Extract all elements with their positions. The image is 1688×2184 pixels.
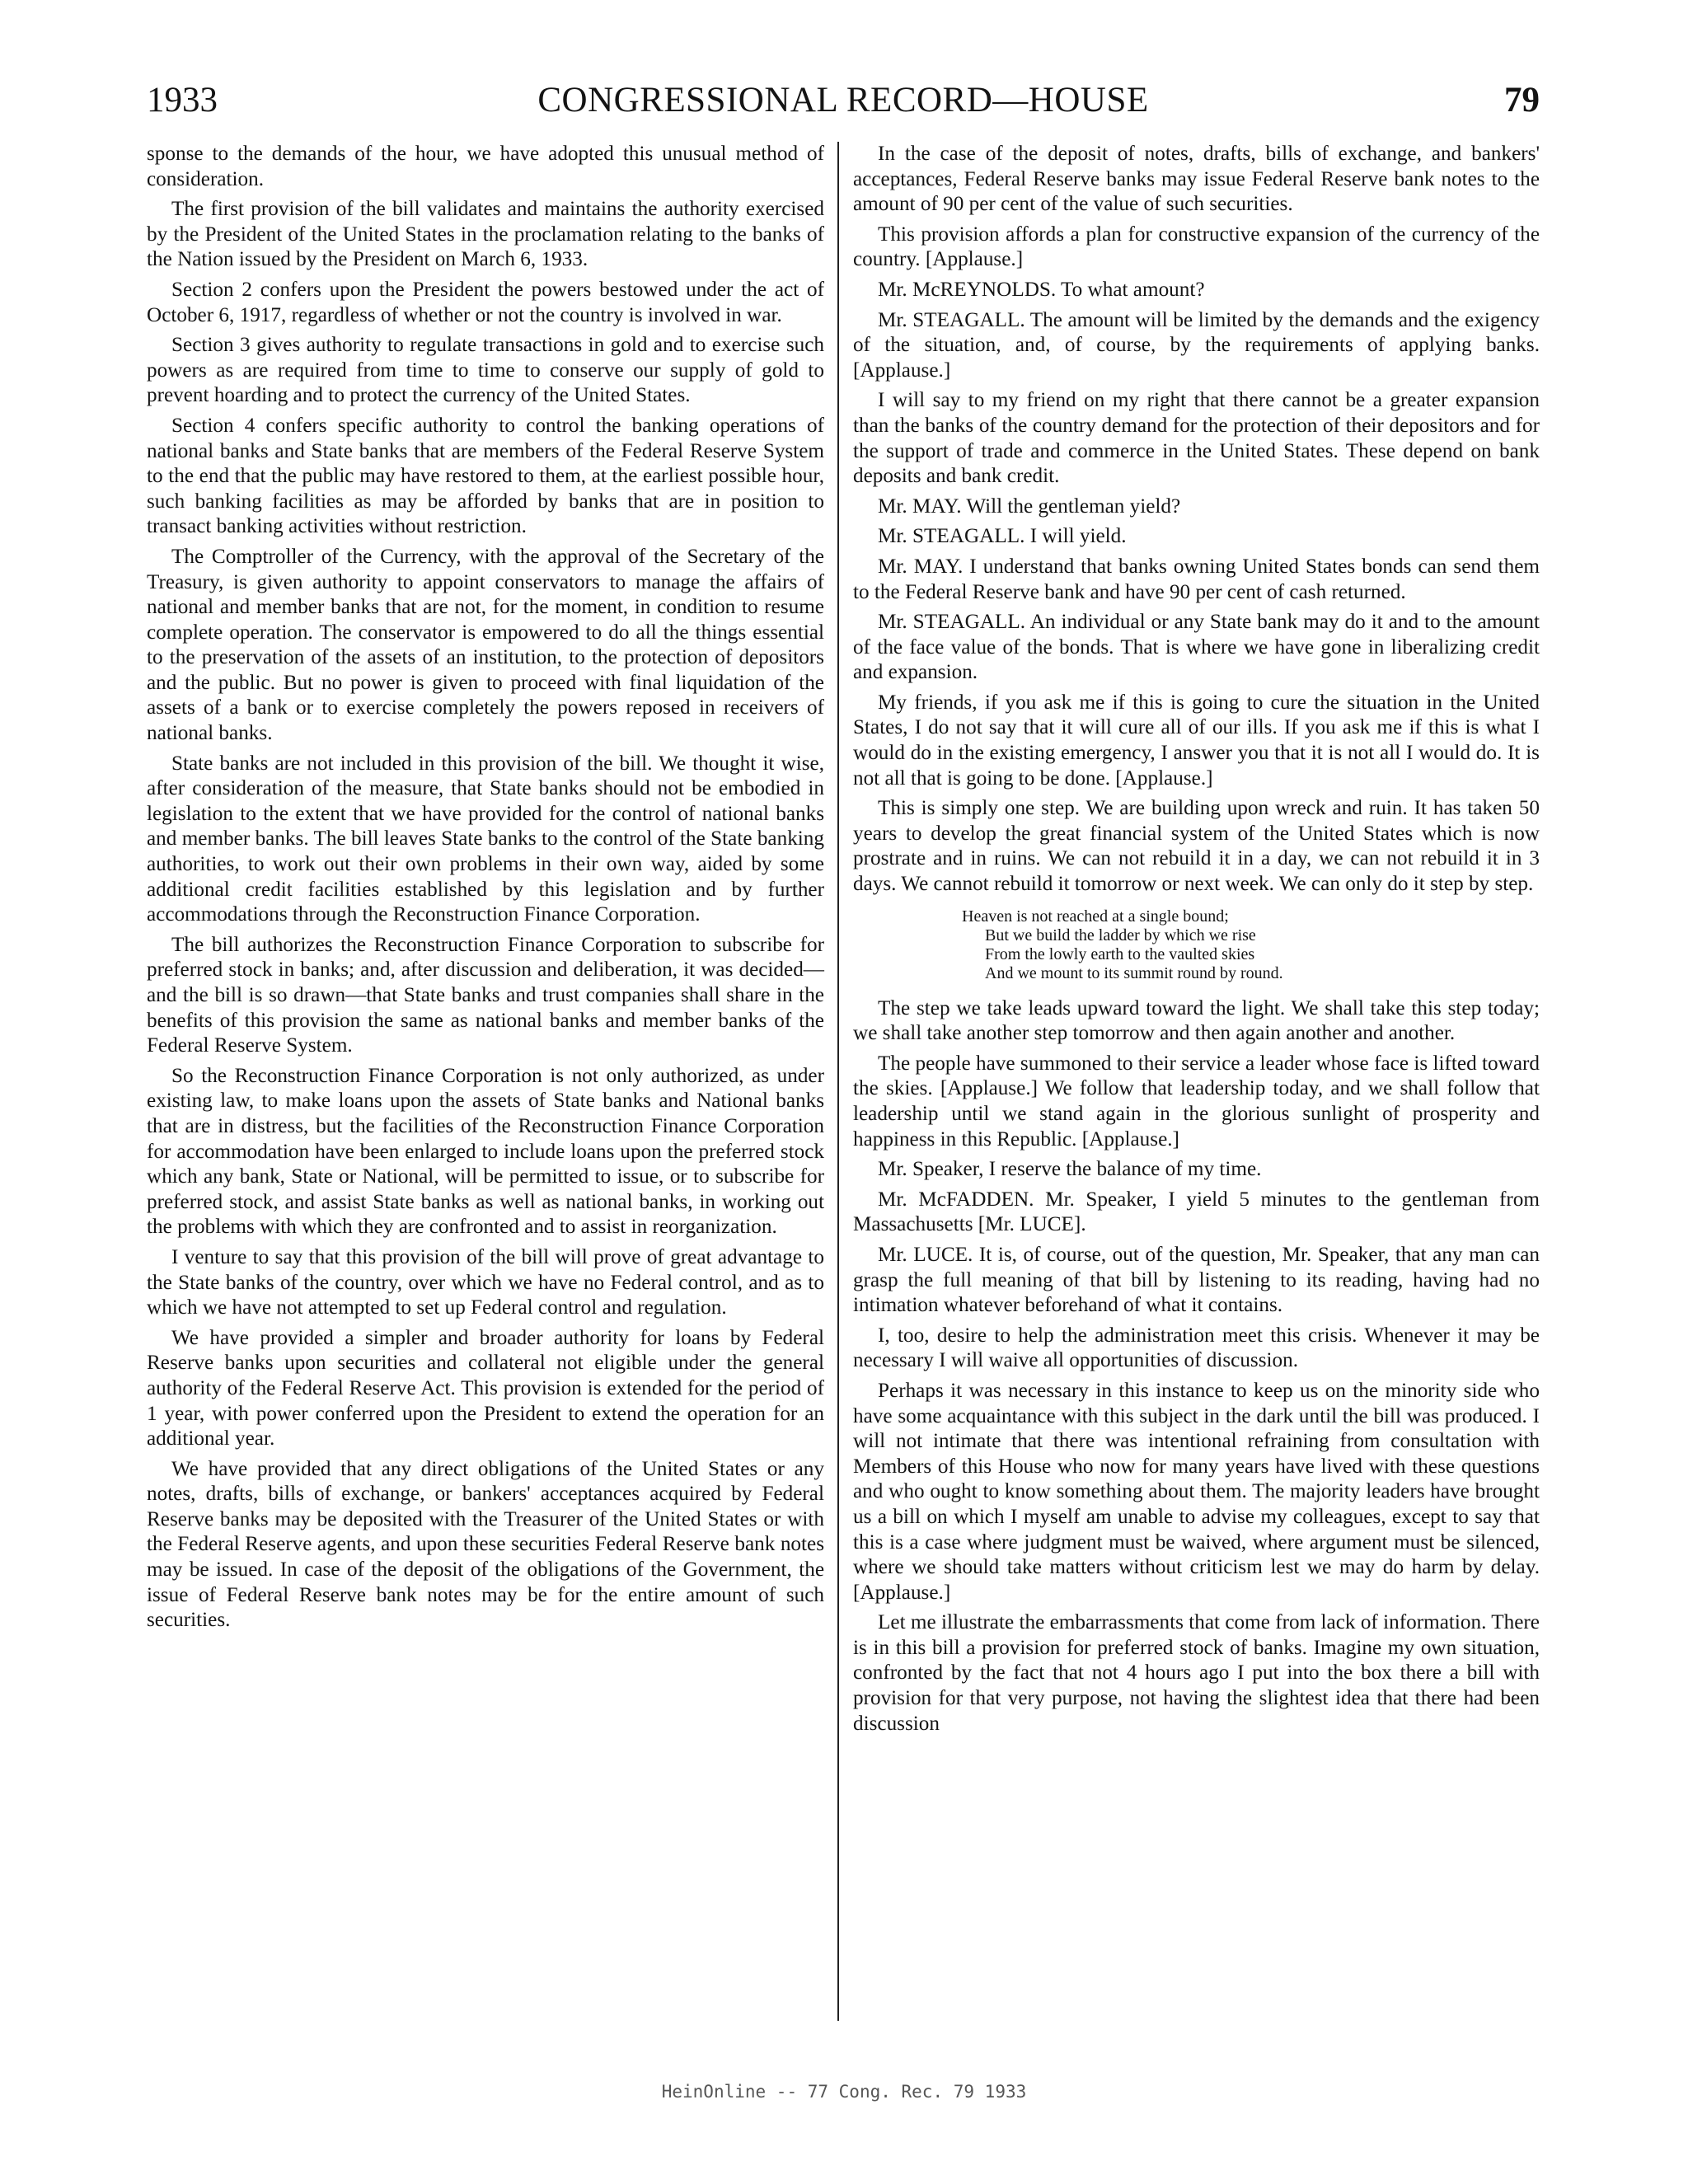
paragraph: My friends, if you ask me if this is going to cure the situation in the United States, I do not say that it will cure all of our ills. If you ask me if this is what I would do in the existing emergency, I answer you that it is not all I would do. It is not all that is going to be done. [Applause.] xyxy=(853,691,1540,790)
paragraph: Mr. STEAGALL. I will yield. xyxy=(878,525,1127,548)
paragraph: We have provided a simpler and broader authority for loans by Federal Reserve banks upon securities and collateral not eligible under the general authority of the Federal Reserve Act. This provision is extended for the period of 1 year, with power conferred upon the President to extend the operation for an additional year. xyxy=(147,1326,824,1451)
paragraph: Perhaps it was necessary in this instance to keep us on the minority side who have some acquaintance with this subject in the dark until the bill was produced. I will not intimate that there was intentional refraining from consultation with Members of this House who now for many years have lived with these questions and who ought to know something about them. The majority leaders have brought us a bill on which I myself am unable to advise my colleagues, except to say that this is a case where judgment must be waived, where argument must be silenced, where we should take matters without criticism lest we may do harm by delay. [Applause.] xyxy=(853,1379,1540,1604)
paragraph: Section 2 confers upon the President the powers bestowed under the act of October 6, 1917, regardless of whether or not the country is involved in war. xyxy=(147,278,824,326)
paragraph: I will say to my friend on my right that there cannot be a greater expansion than the banks of the country demand for the protection of their depositors and for the support of trade and commerce in the United States. These depend on bank deposits and bank credit. xyxy=(853,389,1540,488)
paragraph: So the Reconstruction Finance Corporation is not only authorized, as under existing law, to make loans upon the assets of State banks and National banks that are in distress, but the facilities of the Reconstruction Finance Corporation for accommodation have been enlarged to include loans upon the preferred stock which any bank, State or National, will be permitted to issue, or to subscribe for preferred stock, and assist State banks as well as national banks, in working out the problems with which they are confronted and to assist in reorganization. xyxy=(147,1064,824,1239)
paragraph: I, too, desire to help the administration meet this crisis. Whenever it may be necessary I will waive all opportunities of discussion. xyxy=(853,1324,1540,1372)
poem-line: And we mount to its summit round by round. xyxy=(985,963,1283,982)
poem-line: Heaven is not reached at a single bound; xyxy=(962,907,1229,926)
paragraph: Mr. STEAGALL. An individual or any State bank may do it and to the amount of the face value of the bonds. That is where we have gone in liberalizing credit and expansion. xyxy=(853,611,1540,684)
paragraph: Mr. Speaker, I reserve the balance of my time. xyxy=(878,1158,1262,1181)
paragraph: I venture to say that this provision of the bill will prove of great advantage to the State banks of the country, over which we have no Federal control, and as to which we have not attempted to set up Federal control and regulation. xyxy=(147,1245,824,1319)
running-head xyxy=(147,79,1540,122)
left-column xyxy=(147,142,824,1638)
page-number: 79 xyxy=(1504,81,1540,120)
paragraph: Mr. STEAGALL. The amount will be limited by the demands and the exigency of the situation, and, of course, by the requirements of applying banks. [Applause.] xyxy=(853,308,1540,382)
right-column xyxy=(853,142,1540,1741)
poem-line: From the lowly earth to the vaulted skies xyxy=(985,944,1255,963)
source-footer: HeinOnline -- 77 Cong. Rec. 79 1933 xyxy=(661,2082,1027,2102)
poem-line: But we build the ladder by which we rise xyxy=(985,926,1256,944)
column-divider xyxy=(837,142,839,2021)
paragraph: The people have summoned to their service a leader whose face is lifted toward the skies. [Applause.] We follow that leadership today, and we shall follow that leadership until we stand again in the glorious sunlight of prosperity and happiness in this Republic. [Applause.] xyxy=(853,1052,1540,1151)
paragraph: sponse to the demands of the hour, we have adopted this unusual method of consideration. xyxy=(147,143,824,190)
paragraph: The bill authorizes the Reconstruction Finance Corporation to subscribe for preferred stock in banks; and, after discussion and deliberation, it was decided—and the bill is so drawn—that State banks and trust companies shall share in the benefits of this provision the same as national banks and member banks of the Federal Reserve System. xyxy=(147,933,824,1057)
paragraph: Let me illustrate the embarrassments that come from lack of information. There is in this bill a provision for preferred stock of banks. Imagine my own situation, confronted by the fact that not 4 hours ago I put into the box there a bill with provision for that very purpose, not having the slightest idea that there had been discussion xyxy=(853,1611,1540,1735)
paragraph: This is simply one step. We are building upon wreck and ruin. It has taken 50 years to develop the great financial system of the United States which is now prostrate and in ruins. We can not rebuild it in a day, we can not rebuild it in 3 days. We cannot rebuild it tomorrow or next week. We can only do it step by step. xyxy=(853,797,1540,896)
paragraph: The Comptroller of the Currency, with the approval of the Secretary of the Treasury, is given authority to appoint conservators to manage the affairs of national and member banks that are not, for the moment, in condition to resume complete operation. The conservator is empowered to do all the things essential to the preservation of the assets of an institution, to the protection of depositors and the public. But no power is given to proceed with final liquidation of the assets of a bank or to exercise completely the powers reposed in receivers of national banks. xyxy=(147,545,824,745)
paragraph: Mr. MAY. Will the gentleman yield? xyxy=(878,494,1181,518)
paragraph: Mr. MAY. I understand that banks owning United States bonds can send them to the Federal Reserve bank and have 90 per cent of cash returned. xyxy=(853,555,1540,603)
paragraph: Mr. McREYNOLDS. To what amount? xyxy=(878,278,1205,301)
paragraph: Mr. McFADDEN. Mr. Speaker, I yield 5 minutes to the gentleman from Massachusetts [Mr. LUCE]. xyxy=(853,1188,1540,1236)
poem-quote xyxy=(853,907,1540,983)
paragraph: We have provided that any direct obligations of the United States or any notes, drafts, bills of exchange, or bankers' acceptances acquired by Federal Reserve banks may be deposited with the Treasurer of the United States or with the Federal Reserve agents, and upon these securities Federal Reserve bank notes may be issued. In case of the deposit of the obligations of the Government, the issue of Federal Reserve bank notes may be for the entire amount of such securities. xyxy=(147,1457,824,1632)
paragraph: In the case of the deposit of notes, drafts, bills of exchange, and bankers' acceptances, Federal Reserve banks may issue Federal Reserve bank notes to the amount of 90 per cent of the value of such securities. xyxy=(853,143,1540,216)
paragraph: Section 4 confers specific authority to control the banking operations of national banks and State banks that are members of the Federal Reserve System to the end that the public may have restored to them, at the earliest possible hour, such banking facilities as may be afforded by banks that are in position to transact banking activities without restriction. xyxy=(147,414,824,538)
paragraph: Mr. LUCE. It is, of course, out of the question, Mr. Speaker, that any man can grasp the full meaning of that bill by listening to its reading, having had no intimation whatever beforehand of what it contains. xyxy=(853,1243,1540,1317)
paragraph: The first provision of the bill validates and maintains the authority exercised by the President of the United States in the proclamation relating to the banks of the Nation issued by the President on March 6, 1933. xyxy=(147,198,824,271)
publication-title: CONGRESSIONAL RECORD—HOUSE xyxy=(537,81,1149,120)
year: 1933 xyxy=(147,81,218,120)
paragraph: State banks are not included in this provision of the bill. We thought it wise, after consideration of the measure, that State banks should not be embodied in legislation to the extent that we have provided for the control of national banks and member banks. The bill leaves State banks to the control of the State banking authorities, to work out their own problems in their own way, aided by some additional credit facilities established by this legislation and by further accommodations through the Reconstruction Finance Corporation. xyxy=(147,752,824,926)
paragraph: Section 3 gives authority to regulate transactions in gold and to exercise such powers as are required from time to time to conserve our supply of gold to prevent hoarding and to protect the currency of the United States. xyxy=(147,334,824,407)
paragraph: This provision affords a plan for constructive expansion of the currency of the country. [Applause.] xyxy=(853,223,1540,271)
paragraph: The step we take leads upward toward the light. We shall take this step today; we shall take another step tomorrow and then again another and another. xyxy=(853,996,1540,1045)
